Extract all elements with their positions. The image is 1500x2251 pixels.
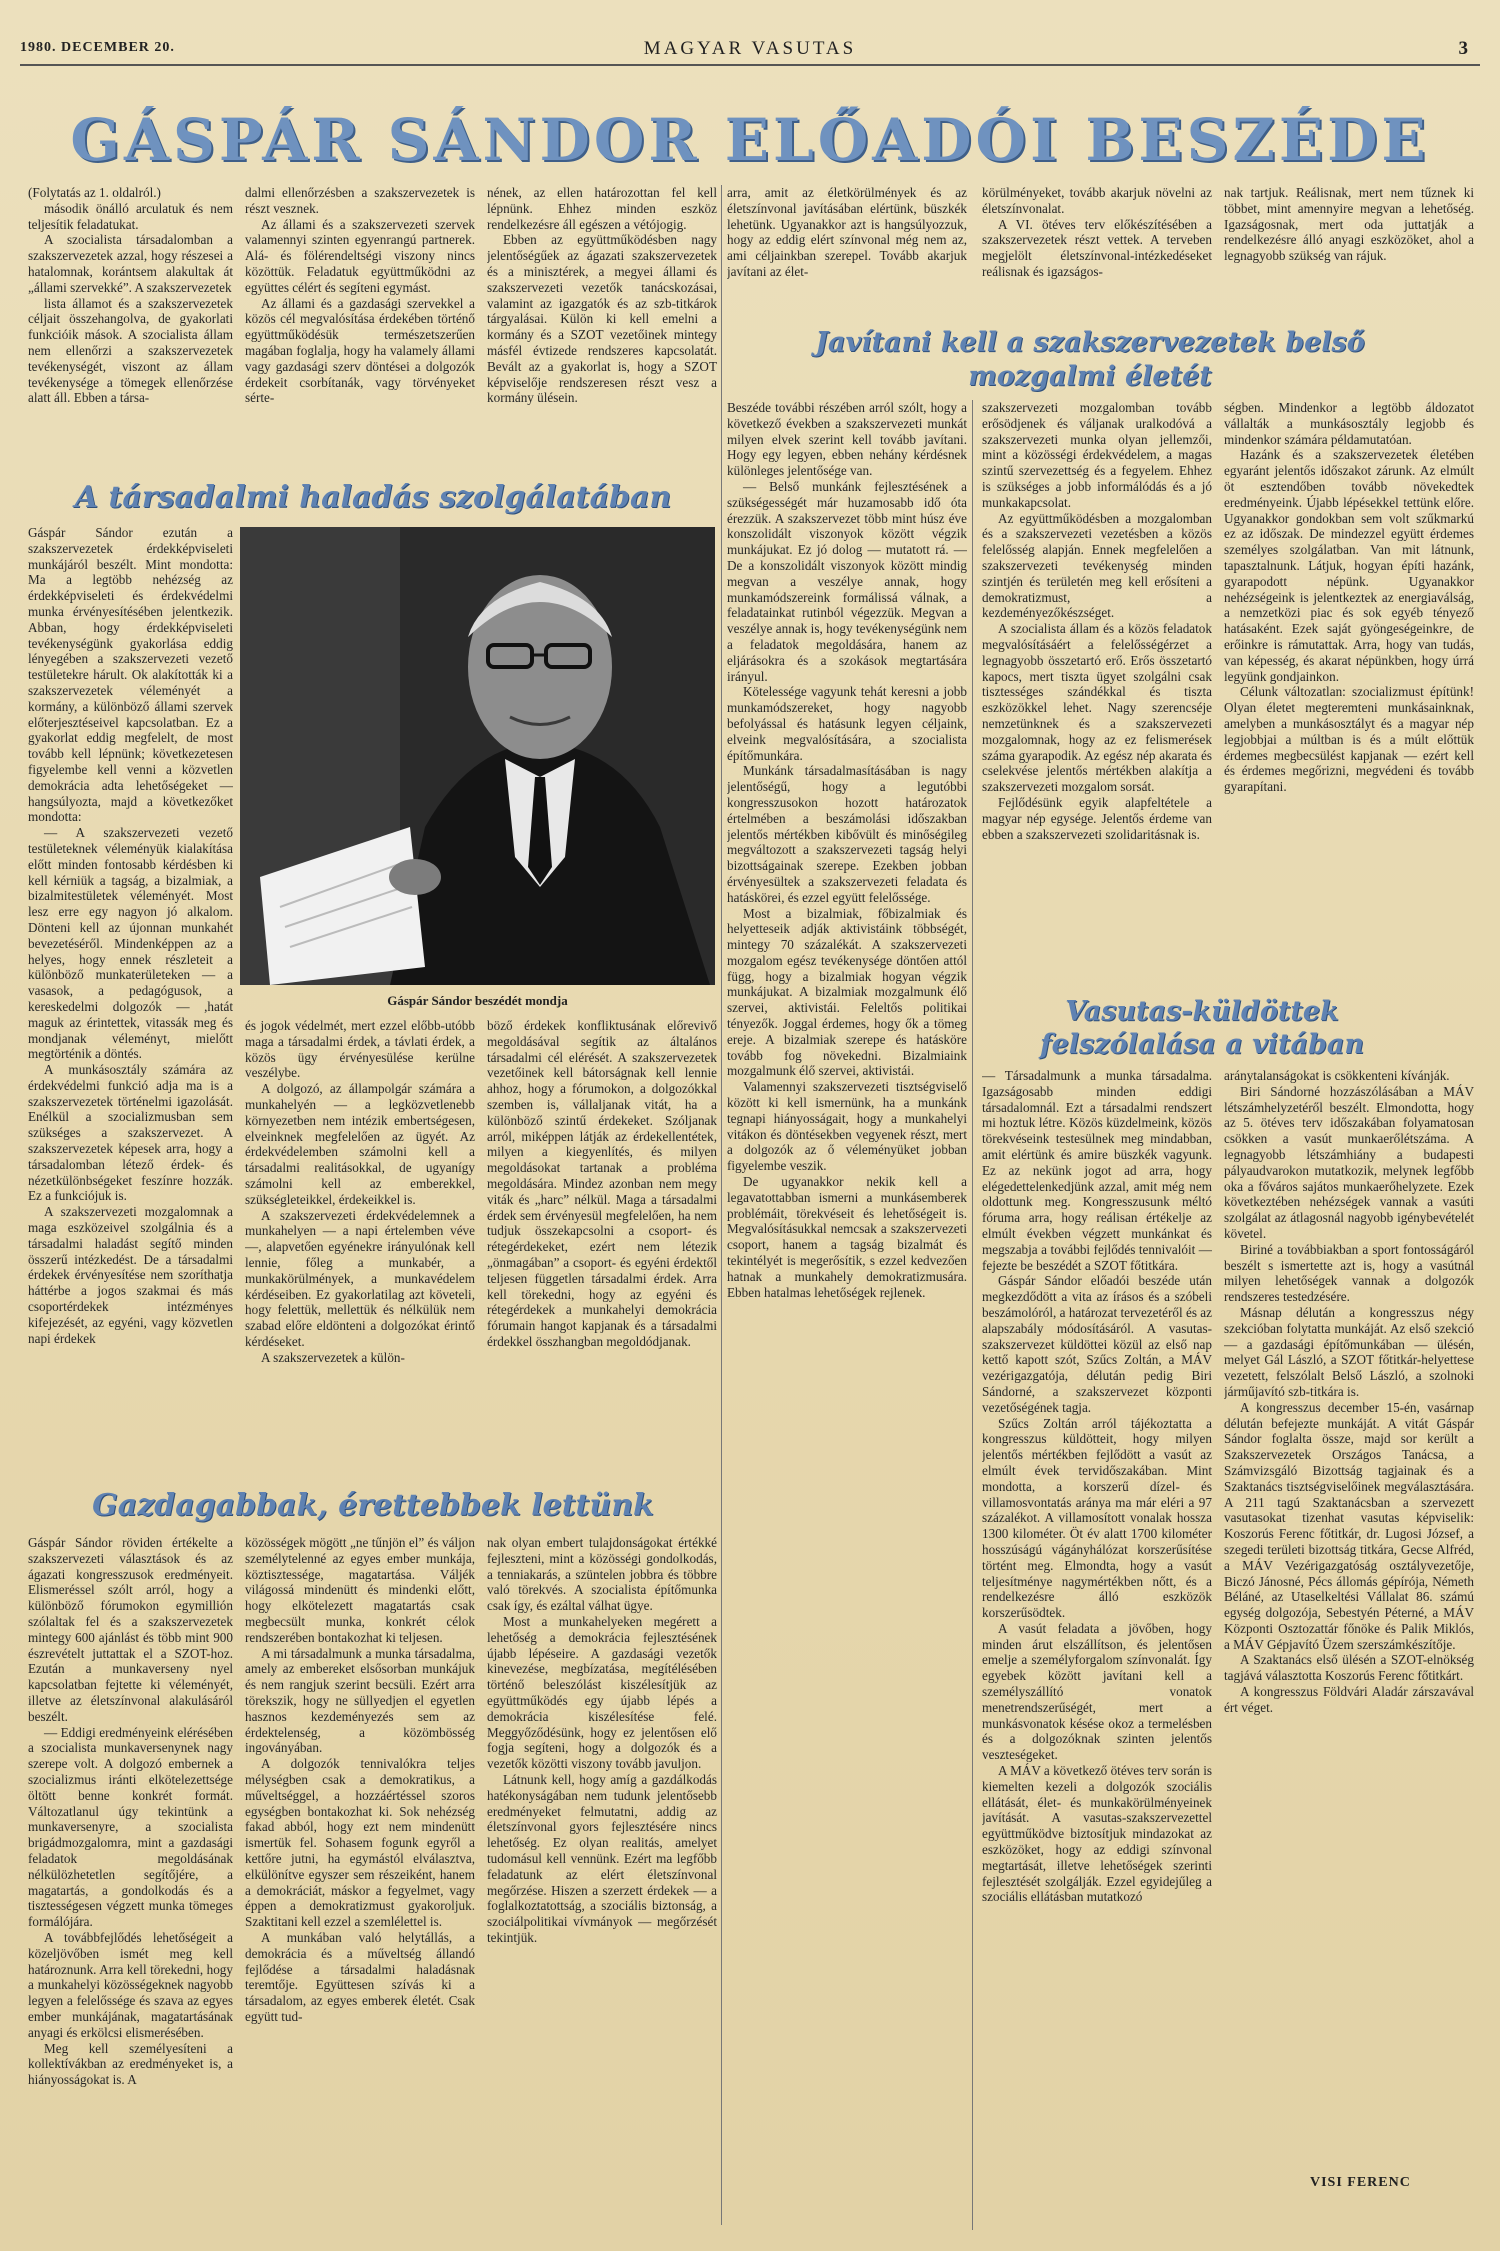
- paragraph: Munkánk társadalmasításában is nagy jelentőségű, hogy a legutóbbi kongresszusokon hozott határozatok értelmében a beszámolási időszakban jelentős mértékben kibővült és minőségileg megváltozott a szakszervezeti tagság helyi bizottságainak szerepe. Ezekben jobban érvényesültek a szakszervezeti feladata és hatáskörei, és ezzel együtt felelőssége.: [727, 763, 967, 905]
- paragraph: közösségek mögött „ne tűnjön el” és váljon személytelenné az egyes ember munkája, köztisztessége, magatartása. Váljék világossá mindenütt és mindenki előtt, hogy elkötelezett magatartás csak megbecsült munka, konkrét célok rendszerében bontakozhat ki teljesen.: [245, 1535, 475, 1645]
- paragraph: böző érdekek konfliktusának előrevivő megoldásával segítik az általános társadalmi cél elérését. A szakszervezetek vezetőinek kell bátorságnak kell lennie ahhoz, hogy a fórumokon, a dolgozókkal szemben is, vállaljanak vitát, ha a különböző szintű érdekeket. Szóljanak arról, miképpen látják az érdekellentétek, milyen a kiegyenlítés, és milyen megoldásokat tartanak a probléma megoldására. Mindez azonban nem megy viták és „harc” nélkül. Maga a társadalmi érdek sem érvényesül megfelelően, ha nem tudjuk összekapcsolni a csoport- és rétegérdekeket, ezért nem létezik „önmagában” a csoport- és egyéni érdektől teljesen független társadalmi érdek. Arra kell törekedni, hogy az egyéni és rétegérdekek a munkahelyi demokrácia fórumain hangot kapjanak és a társadalmi érdekkel összhangban megoldódjanak.: [487, 1018, 717, 1349]
- paragraph: aránytalanságokat is csökkenteni kívánják.: [1224, 1068, 1450, 1083]
- paragraph: Szűcs Zoltán arról tájékoztatta a kongresszus küldötteit, hogy milyen jelentős mértékben fejlődött a vasút az elmúlt évek tervidőszakában. Mint mondotta, a korszerű dízel- és villamosvontatás aránya ma már eléri a 97 százalékot. A villamosított vonalak hossza 1300 kilométer. Öt év alatt 1700 kilométer hosszúságú vágányhálózat korszerűsítése történt meg. Elmondta, hogy a vasút teljesítménye nagymértékben nőtt, és a rendelkezésre álló eszközök korszerűsödtek.: [982, 1415, 1212, 1621]
- page-header: [20, 36, 1480, 66]
- column-2-top: [245, 185, 475, 465]
- paragraph: De ugyanakkor nekik kell a legavatottabban ismerni a munkásemberek problémáit, törekvéseit és lehetőségeit is. Megvalósításukkal nemcsak a szakszervezeti csoport, hanem a tagság bizalmát és tekintélyét is megerősítik, s ezzel kedvezően hatnak a munkahely demokratizmusára. Ebben hatalmas lehetőségek rejlenek.: [727, 1174, 967, 1300]
- paragraph: — Belső munkánk fejlesztésének a szükségességét már huzamosabb idő óta érezzük. A szakszervezet több mint húsz éve konszolidált viszonyok között végzik munkájukat. Ez jó dolog — mutatott rá. — De a konszolidált viszonyok között mindig megvan a veszélye annak, hogy munkamódszereink formálissá válnak, a feladatainkat rutinból végezzük. Megvan a veszélye annak is, hogy tevékenységünk nem a feladatok megoldására, hanem az eljárásokra és a szokások megtartására irányul.: [727, 478, 967, 684]
- paragraph: (Folytatás az 1. oldalról.): [28, 185, 161, 200]
- column-divider: [721, 185, 722, 2225]
- bottom-column-1: [28, 1535, 233, 2240]
- paragraph: Biriné a továbbiakban a sport fontosságáról beszélt s ismertette azt is, hogy a vasútnál milyen lehetőségek vannak a dolgozók rendszeres testedzésére.: [1224, 1241, 1474, 1305]
- column-1-middle: [28, 525, 233, 1510]
- column-1-top: [28, 185, 233, 465]
- paragraph: Az állami és a gazdasági szervekkel a közös cél megvalósítása érdekében történő együttműködésük természetszerűen magában foglalja, hogy ha valamely állami vagy gazdasági szerv döntései a dolgozók érdekeit csorbítanák, vagy törvényeket sérte-: [245, 295, 475, 406]
- column-3-middle: [245, 1018, 475, 1508]
- paragraph: — A szakszervezeti vezető testületeknek véleményük kialakítása előtt minden fontosabb kérdésben ki kell kérniük a tagság, a bizalmiak, a bizalmitestületek véleményét. Most lesz erre egy nagyon jó alkalom. Dönteni kell az újonnan munkahét bevezetéséről. Mindenképpen az a helyes, hogy ennek részleteit a különböző munkaterületeken — a vasasok, a pedagógusok, a kereskedelmi dolgozók — ,hatát maguk az érintettek, vitassák meg és mondjanak véleményt, mielőtt megtörténik a döntés.: [28, 825, 233, 1062]
- author-signature: VISI FERENC: [1310, 2175, 1411, 2190]
- paragraph: A munkásosztály számára az érdekvédelmi funkció adja ma is a szakszervezetek történelmi igazolását. Enélkül a szocializmusban sem szükséges a szakszervezet. A szakszervezetek képesek arra, hogy a társadalomban létező érdek- és nézetkülönbségeket feszínre hozzák. Ez a funkciójuk is.: [28, 1062, 233, 1204]
- paragraph: A szocialista állam és a közös feladatok megvalósításáért a felelősségérzet a legnagyobb összetartó erő. Erős összetartó kapocs, mert tiszta ügyet szolgálni csak tisztességes szándékkal és tiszta eszközökkel lehet. Nagy szerencséje nemzetünknek és a szakszervezeti mozgalomnak, hogy az ez felismerések száma gyarapodik. Az egész nép akarata és cselekvése jelentős mértékben alakítja a szakszervezeti mozgalom sorsát.: [982, 621, 1212, 795]
- paragraph: Célunk változatlan: szocializmust építünk! Olyan életet megteremteni munkásainknak, amelyben a munkásosztályt és a magyar nép legjobbjai a múltban is és a múlt előttük érdemes megbecsülést kapjanak — ezért kell és érdemes megőrizni, megvédeni és tovább gyarapítani.: [1224, 684, 1474, 795]
- column-4-middle: [487, 1018, 717, 1508]
- main-headline: GÁSPÁR SÁNDOR ELŐADÓI BESZÉDE: [70, 106, 1430, 174]
- paragraph: Az együttműködésben a mozgalomban és a szakszervezeti vezetésben a közös felelősség alapján. Ennek megfelelően a szakszervezeti tevékenység minden szintjén és területén meg kell erősíteni a demokratizmust, a kezdeményezőkészséget.: [982, 510, 1212, 621]
- paragraph: Valamennyi szakszervezeti tisztségviselő között ki kell ismernünk, ha a munkánk tegnapi hiányosságait, hogy a munkahelyi vitákon és döntésekben vegyenek részt, mert a dolgozók az ő véleményüket jobban figyelembe veszik.: [727, 1079, 967, 1174]
- paragraph: A szakszervezeti érdekvédelemnek a munkahelyen — a napi értelemben véve —, alapvetően egyénekre irányulónak kell lennie, főleg a munkabér, a munkakörülmények, a munkavédelem kérdéseiben. Ez gyakorlatilag azt követeli, hogy felettük, mellettük és nélkülük nem szabad előre eldönteni a dolgozókat érintő kérdéseket.: [245, 1207, 475, 1349]
- paragraph: Biri Sándorné hozzászólásában a MÁV létszámhelyzetéről beszélt. Elmondotta, hogy az 5. ötéves terv időszakában folyamatosan csökken a vasút munkaerőlétszáma. A legnagyobb létszámhiány a budapesti pályaudvarokon mutatkozik, melynek legfőbb oka a főváros sajátos munkaerőhelyzete. Ezek következtében nehézségek vannak a vasúti szolgálat az átlagosnál nagyobb igénybevételét követel.: [1224, 1083, 1474, 1241]
- paragraph: Ebben az együttműködésben nagy jelentőségűek az ágazati szakszervezetek és a minisztérek, a megyei állami és szakszervezeti vezetők tanácskozásai, valamint az igazgatók és az szb-titkárok tárgyalásai. Külön ki kell emelni a kormány és a SZOT vezetőinek mintegy másfél évtizede rendszeres kapcsolatát. Bevált az a gyakorlat is, hogy a SZOT képviselője rendszeresen részt vesz a kormány ülésein.: [487, 232, 717, 406]
- paragraph: arra, amit az életkörülmények és az életszínvonal javításában elértünk, büszkék lehetünk. Ugyanakkor azt is hangsúlyozzuk, hogy az eddig elért színvonal még nem az, ami céljainkban szerepel. Tovább akarjuk javítani az élet-: [727, 185, 967, 279]
- paragraph: Látnunk kell, hogy amíg a gazdálkodás hatékonyságában nem tudunk jelentősebb eredményeket felmutatni, addig az életszínvonal gyors fejlesztésére nincs lehetőség. Ez olyan realitás, amelyet tudomásul kell vennünk. Ezért ma legfőbb feladatunk az elért életszínvonal megőrzése. Hiszen a szerzett érdekek — a foglalkoztatottság, a szociális biztonság, a szociálpolitikai vívmányok — megőrzését tekintjük.: [487, 1771, 717, 1945]
- subheading-gazdagabbak: Gazdagabbak, érettebbek lettünk: [92, 1488, 654, 1523]
- speaker-photo: [240, 527, 715, 985]
- paragraph: Gáspár Sándor ezután a szakszervezetek érdekképviseleti munkájáról beszélt. Mint mondotta: Ma a legtöbb nehézség az érdekképviseleti és érdekvédelmi munka érvényesítésében jelentkezik. Abban, hogy érdekképviseleti tevékenységünk gyakorlása eddig lényegében a szakszervezeti vezető testületekre hárult. Ok alakították ki a szakszervezetek véleményét a kormány, a különböző állami szervek előterjesztéseivel kapcsolatban. Ez a gyakorlat eddig megfelelt, de most tovább kell lépnünk; következetesen figyelembe kell venni a közvetlen demokrácia adta lehetőségeket — hangsúlyozta, majd a következőket mondotta:: [28, 525, 233, 825]
- paragraph: Az állami és a szakszervezeti szervek valamennyi szinten egyenrangú partnerek. Alá- és fölérendeltségi viszony nincs közöttük. Feladatuk együttműködni az együttes célért és segíteni egymást.: [245, 216, 475, 295]
- paragraph: dalmi ellenőrzésben a szakszervezetek is részt vesznek.: [245, 185, 475, 216]
- paragraph: A VI. ötéves terv előkészítésében a szakszervezetek részt vettek. A terveben megjelölt életszínvonal-intézkedéseket reálisnak és igazságos-: [982, 216, 1212, 279]
- subheading-javitani: Javítani kell a szakszervezetek belső mozgalmi életét: [815, 327, 1365, 392]
- paragraph: A szakszervezetek a külön-: [261, 1349, 405, 1365]
- paragraph: Gáspár Sándor röviden értékelte a szakszervezeti választások és az ágazati kongresszusok eredményeit. Elismeréssel szólt arról, hogy a különböző fórumokon egymillión szólaltak fel és a szakszervezetek mintegy 600 ajánlást és több mint 900 észrevételt juttattak el a SZOT-hoz. Ezután a munkaverseny nyel kapcsolatban fejtette ki véleményét, illetve az életszínvonal alakulásáról beszélt.: [28, 1535, 233, 1724]
- bottom-column-2: [245, 1535, 475, 2240]
- paragraph: A szocialista társadalomban a szakszervezetek azzal, hogy részesei a hatalomnak, korántsem alakultak át „állami szervekké”. A szakszervezetek: [28, 232, 233, 295]
- subheading-tarsadalmi-haladas: A társadalmi haladás szolgálatában: [74, 480, 672, 515]
- paragraph: A Szaktanács első ülésén a SZOT-elnökség tagjává választotta Koszorús Ferenc főtitkárt.: [1224, 1652, 1474, 1684]
- paragraph: — Eddigi eredményeink elérésében a szocialista munkaversenynek nagy szerepe volt. A dolgozó embernek a szocializmus iránti elkötelezettsége öltött benne konkrét formát. Változatlanul úgy tekintünk a munkaversenyre, a szocialista brigádmozgalomra, mint a gazdasági feladatok megoldásának nélkülözhetetlen segítőjére, a magatartás, a gondolkodás és a tisztességesen végzett munka tömeges formálójára.: [28, 1724, 233, 1930]
- paragraph: második önálló arculatuk és nem teljesítik feladatukat.: [28, 200, 233, 232]
- page-number: 3: [1458, 38, 1468, 59]
- paragraph: A kongresszus Földvári Aladár zárszavával ért véget.: [1224, 1684, 1474, 1715]
- issue-date: 1980. DECEMBER 20.: [20, 40, 175, 55]
- paragraph: Most a bizalmiak, főbizalmiak és helyetteseik adják aktivistáink többségét, mintegy 70 százalékát. A szakszervezeti mozgalom egész tevékenysége döntően attól függ, hogy a bizalmiak hogyan végzik munkájukat. A bizalmiak mozgalmunk élő szervei, aktivistái. Feleltős politikai tényezők. Joggal érdemes, hogy ők a tömeg ereje. A bizalmiak szerepe és hatásköre tovább fog növekedni. Bizalmiaink mozgalmunk élő szervei, aktivistái.: [727, 905, 967, 1079]
- paragraph: és jogok védelmét, mert ezzel előbb-utóbb maga a társadalmi érdek, a távlati érdek, a közös ügy érvényesülése kerülne veszélybe.: [245, 1018, 475, 1081]
- column-6-lower: [1224, 1068, 1474, 2148]
- paragraph: A MÁV a következő ötéves terv során is kiemelten kezeli a dolgozók szociális ellátását, élet- és munkakörülményeinek javítását. A vasutas-szakszervezettel együttműködve biztosítjuk mindazokat az eszközöket, hogy az eddigi színvonal megtartását, illetve lehetőségek szerinti fejlesztését szolgálják. Ezzel egyidejűleg a szociális ellátásban mutatkozó: [982, 1763, 1212, 1905]
- paragraph: A kongresszus december 15-én, vasárnap délután befejezte munkáját. A vitát Gáspár Sándor foglalta össze, majd sor került a Szakszervezetek Országos Tanácsa, a Számvizsgáló Bizottság tagjainak és a Szaktanács tisztségviselőinek megválasztására. A 211 tagú Szaktanácsban a szervezett vasutasokat tizenhat vasutas képviselik: Koszorús Ferenc főtitkár, dr. Lugosi József, a szegedi területi bizottság titkára, Gecse Alfréd, a MÁV Vezérigazgatóság osztályvezetője, Biczó Jánosné, Pécs állomás gépírója, Németh Béláné, az Utaselkeltési Vállalat 86. számú egység dolgozója, Sebestyén Péterné, a MÁV Központi Osztozattár főnöke és Palik Miklós, a MÁV Gépjavító Üzem szerszámkészítője.: [1224, 1399, 1474, 1652]
- paragraph: — Társadalmunk a munka társadalma. Igazságosabb minden eddigi társadalomnál. Ezt a társadalmi rendszert mi hoztuk létre. Közös küzdelmeink, közös törekvéseink testesülnek meg mindabban, amit elértünk és amire büszkék vagyunk. Ez az nekünk jogot ad arra, hogy elégedettelenkedjünk azzal, amit még nem oldottunk meg. Kongresszusunk méltó fóruma arra, hogy reálisan értékelje az elmúlt években végzett munkánkat és megszabja a további fejlődés tennivalóit — fejezte be beszédét a SZOT főtitkára.: [982, 1068, 1212, 1273]
- paragraph: Most a munkahelyeken megérett a lehetőség a demokrácia fejlesztésének újabb lépéseire. A gazdasági vezetők kinevezése, megbízatása, megítélésében történő beleszólást kiszélesítjük az együttműködés egy újabb lépés a demokrácia kiszélesítése felé. Meggyőződésünk, hogy ez jelentősen elő fogja segíteni, hogy a dolgozók és a vezetők közötti viszony tovább javuljon.: [487, 1613, 717, 1772]
- speaker-image: [240, 527, 715, 985]
- paragraph: körülményeket, tovább akarjuk növelni az életszínvonalat.: [982, 185, 1212, 216]
- paragraph: A mi társadalmunk a munka társadalma, amely az embereket elsősorban munkájuk és nem rangjuk szerint becsüli. Ezért arra törekszik, hogy ne süllyedjen el egyetlen hasznos kezdeményezés sem az érdektelenség, a közömbösség ingoványában.: [245, 1645, 475, 1756]
- column-5-top: [982, 185, 1212, 315]
- paragraph: nének, az ellen határozottan fel kell lépnünk. Ehhez minden eszköz rendelkezésre áll egészen a vétójogig.: [487, 185, 717, 232]
- paragraph: ségben. Mindenkor a legtöbb áldozatot vállalták a munkásosztály legjobb és mindenkor számára példamutatóan.: [1224, 400, 1474, 447]
- paragraph: Másnap délután a kongresszus négy szekcióban folytatta munkáját. Az első szekció — a gazdasági építőmunkában — ülésén, melyet Gál László, a SZOT főtitkár-helyettese vezetett, felszólalt Belső László, a szolnoki járműjavító szb-titkára is.: [1224, 1304, 1474, 1399]
- column-5-middle: [727, 400, 967, 2240]
- column-6-top: [1224, 185, 1474, 315]
- paragraph: Beszéde további részében arról szólt, hogy a következő években a szakszervezeti munkát milyen elvek szerint kell tovább javítani. Hogy egy legyen, ebben nehány kérdésnek különleges jelentősége van.: [727, 400, 967, 479]
- paragraph: lista államot és a szakszervezetek céljait összehangolva, de gyakorlati funkcióik mások. A szocialista állam nem ellenőrzi a szakszervezetek tevékenységét, viszont az állam tevékenysége a tömegek ellenőrzése alatt áll. Ebben a társa-: [28, 295, 233, 406]
- paragraph: nak olyan embert tulajdonságokat értékké fejleszteni, mint a közösségi gondolkodás, a tenniakarás, a szüntelen jobbra és többre való törekvés. A szocialista építőmunka csak így, és ezáltal válhat ügye.: [487, 1535, 717, 1614]
- paragraph: Kötelessége vagyunk tehát keresni a jobb munkamódszereket, hogy nagyobb befolyással és hatásunk legyen céljaink, elveink megvalósítására, a szocialista építőmunkára.: [727, 684, 967, 763]
- newspaper-title: MAGYAR VASUTAS: [643, 38, 857, 59]
- column-3-top: [487, 185, 717, 470]
- column-5b-middle: [982, 400, 1212, 985]
- paragraph: Gáspár Sándor előadói beszéde után megkezdődött a vita az írásos és a szóbeli beszámolóról, a határozat tervezetéről és az alapszabály módosításáról. A vasutas-szakszervezet küldöttei közül az első nap kettő kapott szót, Szűcs Zoltán, a MÁV vezérigazgatója, délután pedig Biri Sándorné, a szakszervezet központi vezetőségének tagja.: [982, 1273, 1212, 1415]
- paragraph: Fejlődésünk egyik alapfeltétele a magyar nép egysége. Jelentős érdeme van ebben a szakszervezeti szolidaritásnak is.: [982, 794, 1212, 842]
- bottom-column-3: [487, 1535, 717, 2240]
- paragraph: Meg kell személyesíteni a kollektívákban az eredményeket is, a hiányosságokat is. A: [28, 2040, 233, 2088]
- paragraph: A szakszervezeti mozgalomnak a maga eszközeivel szolgálnia és a társadalmi haladást segítő minden összerű intézkedést. De a társadalmi érdekek érvényesítése nem szoríthatja háttérbe a jogos szakmai és más csoportérdekek intézményes kifejezését, az egyéni, vagy közvetlen napi érdekek: [28, 1204, 233, 1346]
- column-6-middle: [1224, 400, 1474, 985]
- paragraph: nak tartjuk. Reálisnak, mert nem tűznek ki többet, mint amennyire megvan a lehetőség. Igazságosnak, mert oda juttatják a rendelkezésre álló anyagi eszközöket, ahol a legnagyobb szükség van rájuk.: [1224, 185, 1474, 264]
- paragraph: A vasút feladata a jövőben, hogy minden árut elszállítson, és jelentősen emelje a személyforgalom színvonalát. Így egyebek között javítani kell a személyszállító vonatok menetrendszerűségét, mert a munkásvonatok késése okoz a termelésben és a dolgozóknak szinten jelentős veszteségeket.: [982, 1620, 1212, 1763]
- paragraph: szakszervezeti mozgalomban tovább erősödjenek és váljanak uralkodóvá a szakszervezeti munka olyan jellemzői, mint a közösségi érdekvédelem, a magas szintű szervezettség és a fegyelem. Ehhez is szükséges a jobb informálódás és a jó munkakapcsolat.: [982, 400, 1212, 510]
- subheading-vasutas-kuldottek: Vasutas-küldöttek felszólalása a vitában: [1040, 996, 1364, 1060]
- paragraph: A dolgozók tennivalókra teljes mélységben csak a demokratikus, a műveltséggel, a hozzáértéssel szoros egységben bontakozhat ki. Sok nehézség fakad abból, hogy ezt nem mindenütt ismertük fel. Sohasem fogunk egyről a kettőre jutni, ha egymástól elválasztva, elkülönítve egyszer sem részeiként, hanem a demokráciát, máskor a fegyelmet, vagy éppen a demokratizmust gyakoroljuk. Szaktitani kell ezzel a szemlélettel is.: [245, 1756, 475, 1930]
- photo-caption: Gáspár Sándor beszédét mondja: [387, 993, 568, 1008]
- paragraph: A munkában való helytállás, a demokrácia és a műveltség állandó fejlődése a társadalmi haladásnak teremtője. Együttesen szívás ki a társadalom, az egyes emberek életét. Csak együtt tud-: [245, 1929, 475, 2024]
- paragraph: A dolgozó, az állampolgár számára a munkahelyén — a legközvetlenebb környezetben nem intézik embertségesen, elveinknek megfelelően az ügyét. Az érdekvédelemben számolni kell a társadalmi realitásokkal, de ugyanígy számolni kell az emberekkel, szükségleteikkel, érdekeikkel is.: [245, 1081, 475, 1207]
- column-5b-lower: [982, 1068, 1212, 2238]
- column-4-top: [727, 185, 967, 315]
- paragraph: A továbbfejlődés lehetőségeit a közeljövőben ismét meg kell határoznunk. Arra kell törekedni, hogy a munkahelyi közösségeknek nagyobb legyen a felelőssége és szava az egyes ember munkájának, magatartásának anyagi és erkölcsi elismerésében.: [28, 1929, 233, 2040]
- paragraph: Hazánk és a szakszervezetek életében egyaránt jelentős időszakot zárunk. Az elmúlt öt esztendőben tovább növekedtek eredményeink. Újabb lépésekkel tettünk előre. Ugyanakkor gondokban sem volt szűkmarkú ez az időszak. De mindezzel együtt érdemes személyes szolgálatban. Van mit látnunk, tapasztalnunk. Látjuk, hogyan építi hazánk, gyarapodott népünk. Ugyanakkor nehézségeink is jelentkeztek az energiaválság, a nemzetközi piac és sok egyéb tényező hatásaként. Ezek saját gyöngeségeinkre, de erőinkre is rámutattak. Arra, hogy van tudás, van képesség, és akarat népünkben, hogy úrrá legyünk gondjainkon.: [1224, 447, 1474, 684]
- column-divider: [972, 400, 973, 2230]
